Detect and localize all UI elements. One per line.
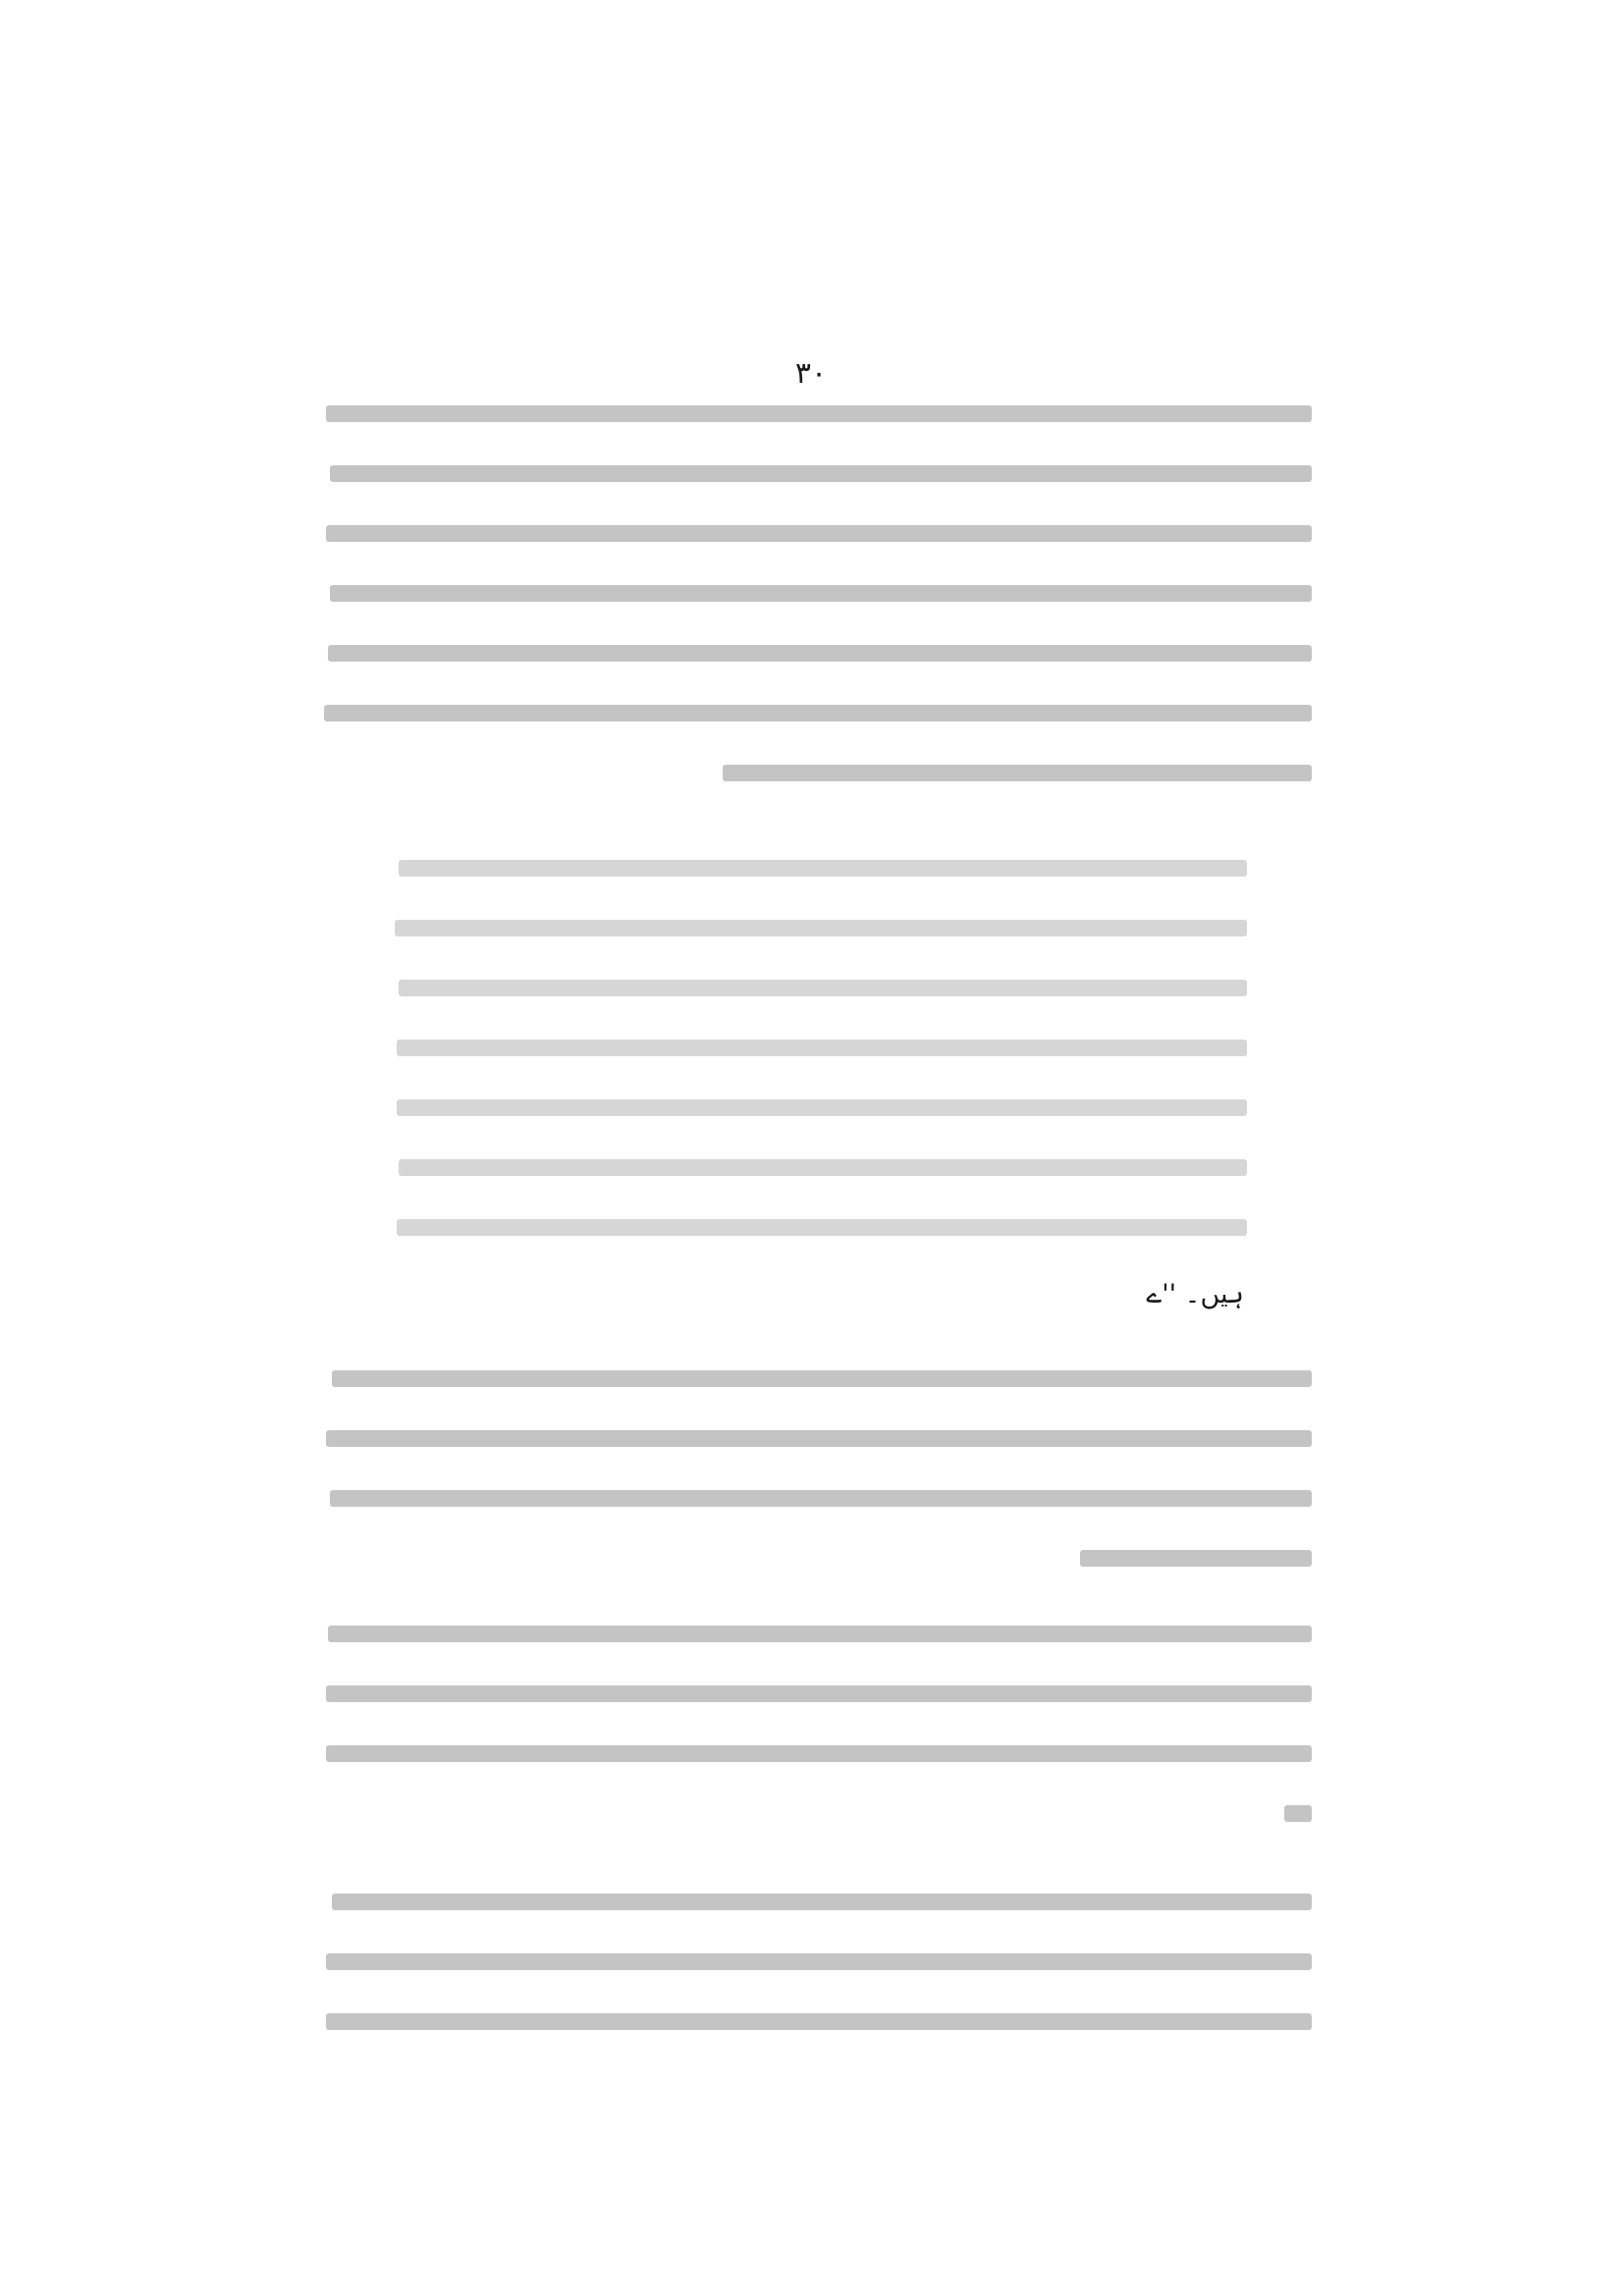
quotation-line-4 [397, 1040, 1247, 1056]
line-6 [324, 705, 1312, 721]
line-12 [328, 1626, 1312, 1642]
line-15 [1284, 1805, 1312, 1822]
line-8 [332, 1370, 1312, 1387]
page-number: ۳۰ [794, 356, 828, 391]
line-1 [326, 405, 1312, 422]
line-14 [326, 1745, 1312, 1762]
paragraph-4 [322, 1888, 1312, 2084]
block-quotation [393, 854, 1247, 1266]
quotation-line-1 [399, 860, 1247, 877]
line-3 [326, 525, 1312, 542]
quotation-line-5 [397, 1099, 1247, 1116]
quotation-line-7 [397, 1219, 1247, 1236]
line-13 [326, 1685, 1312, 1702]
quotation-closing-line: ہیں۔ ''ے [1146, 1279, 1244, 1309]
quotation-line-3 [399, 980, 1247, 996]
quotation-line-6 [399, 1159, 1247, 1176]
line-11 [1080, 1550, 1312, 1567]
paragraph-3 [322, 1620, 1312, 1865]
line-18 [326, 2013, 1312, 2030]
line-4 [330, 585, 1312, 602]
line-16 [332, 1894, 1312, 1910]
paragraph-2 [322, 1364, 1312, 1600]
line-5 [328, 645, 1312, 662]
line-2 [330, 465, 1312, 482]
quotation-line-2 [395, 920, 1247, 936]
line-9 [326, 1430, 1312, 1447]
line-10 [330, 1490, 1312, 1507]
line-7 [723, 765, 1312, 781]
paragraph-1 [322, 400, 1312, 802]
line-17 [326, 1953, 1312, 1970]
